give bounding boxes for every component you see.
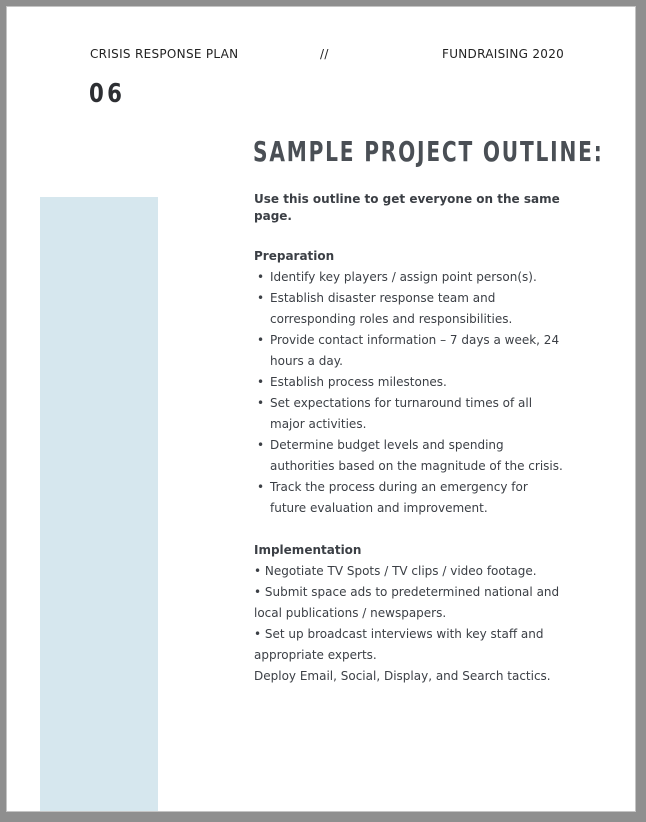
outline-content: [254, 191, 564, 687]
intro-text: Use this outline to get everyone on the same page.: [254, 192, 560, 223]
preparation-item: • Establish process milestones.: [254, 372, 564, 393]
page-number: 06: [89, 79, 126, 109]
preparation-item: • Track the process during an emergency for future evaluation and improvement.: [254, 477, 564, 519]
implementation-line: Deploy Email, Social, Display, and Search tactics.: [254, 669, 551, 683]
preparation-item: • Determine budget levels and spending authorities based on the magnitude of the crisis.: [254, 435, 564, 477]
preparation-item: • Identify key players / assign point person(s).: [254, 267, 564, 288]
preparation-heading: Preparation: [254, 249, 335, 263]
header-campaign: FUNDRAISING 2020: [442, 47, 565, 61]
implementation-line: • Submit space ads to predetermined national and local publications / newspapers.: [254, 585, 560, 620]
preparation-item: • Establish disaster response team and corresponding roles and responsibilities.: [254, 288, 564, 330]
header-plan-title: CRISIS RESPONSE PLAN: [90, 47, 239, 61]
section-spacer: [254, 519, 564, 540]
decorative-side-bar: [40, 197, 158, 812]
implementation-line: • Negotiate TV Spots / TV clips / video footage.: [254, 564, 537, 578]
header-separator: //: [320, 47, 329, 61]
page-title: SAMPLE PROJECT OUTLINE:: [253, 135, 604, 168]
document-page: [6, 6, 636, 812]
preparation-list: [254, 267, 564, 519]
implementation-line: • Set up broadcast interviews with key staff and appropriate experts.: [254, 627, 544, 662]
implementation-heading: Implementation: [254, 543, 362, 557]
preparation-item: • Provide contact information – 7 days a week, 24 hours a day.: [254, 330, 564, 372]
preparation-item: • Set expectations for turnaround times of all major activities.: [254, 393, 564, 435]
